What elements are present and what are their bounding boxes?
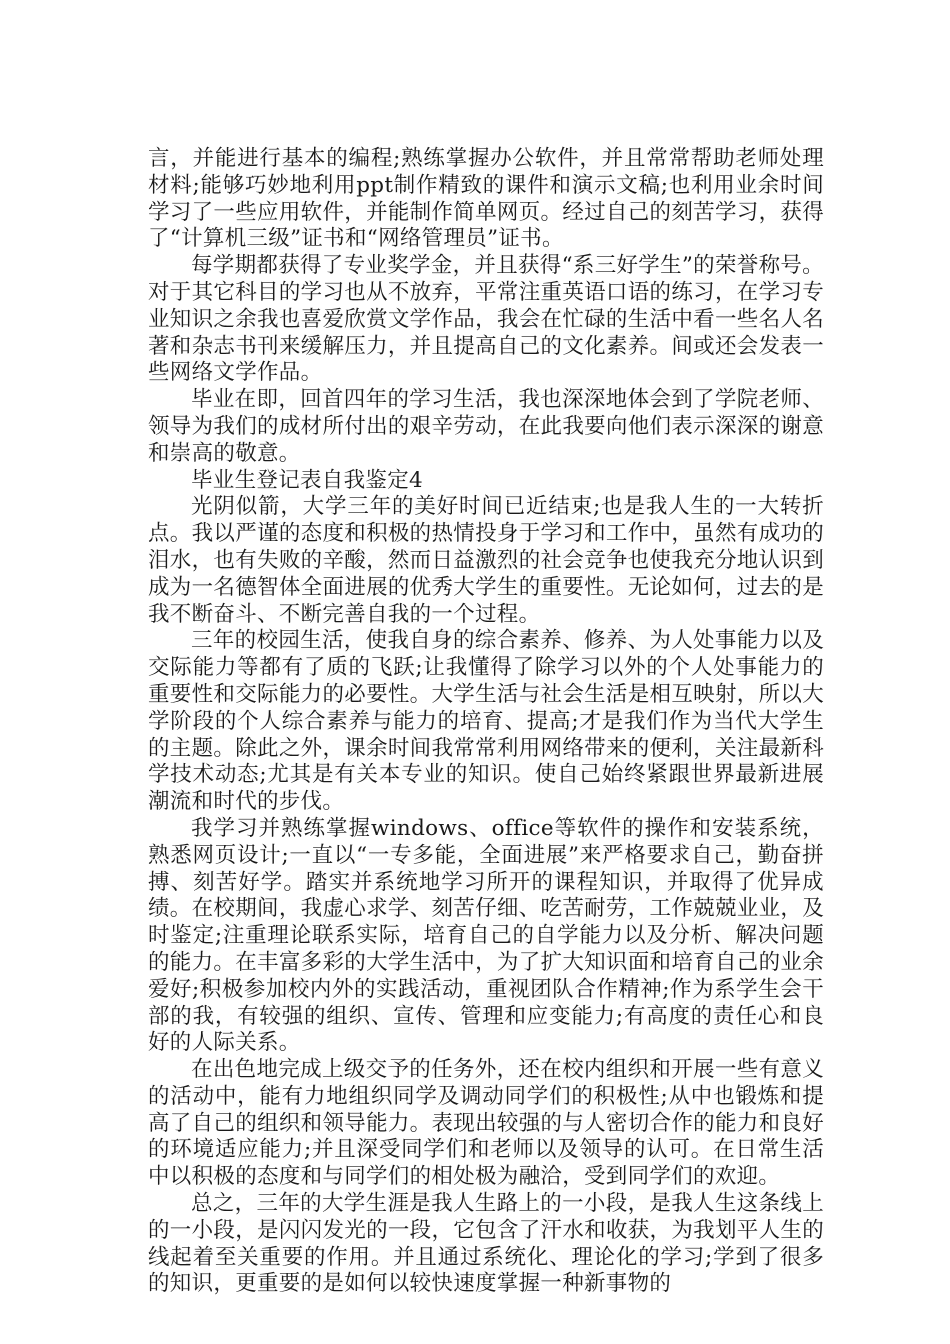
- paragraph-1: 言，并能进行基本的编程;熟练掌握办公软件，并且常常帮助老师处理材料;能够巧妙地利用ppt制作精致的课件和演示文稿;也利用业余时间学习了一些应用软件，并能制作简单网页。经过自己的刻苦学习，获得了“计算机三级”证书和“网络管理员”证书。: [148, 146, 824, 252]
- document-body: [148, 146, 824, 1298]
- paragraph-4: 光阴似箭，大学三年的美好时间已近结束;也是我人生的一大转折点。我以严谨的态度和积极的热情投身于学习和工作中，虽然有成功的泪水，也有失败的辛酸，然而日益激烈的社会竞争也使我充分地认识到成为一名德智体全面进展的优秀大学生的重要性。无论如何，过去的是我不断奋斗、不断完善自我的一个过程。: [148, 494, 824, 627]
- paragraph-2: 每学期都获得了专业奖学金，并且获得“系三好学生”的荣誉称号。对于其它科目的学习也从不放弃，平常注重英语口语的练习，在学习专业知识之余我也喜爱欣赏文学作品，我会在忙碌的生活中看一些名人名著和杂志书刊来缓解压力，并且提高自己的文化素养。间或还会发表一些网络文学作品。: [148, 253, 824, 386]
- paragraph-8: 总之，三年的大学生涯是我人生路上的一小段，是我人生这条线上的一小段，是闪闪发光的一段，它包含了汗水和收获，为我划平人生的线起着至关重要的作用。并且通过系统化、理论化的学习;学到了很多的知识，更重要的是如何以较快速度掌握一种新事物的: [148, 1191, 824, 1297]
- section-heading: 毕业生登记表自我鉴定4: [191, 467, 423, 493]
- paragraph-6: 我学习并熟练掌握windows、office等软件的操作和安装系统，熟悉网页设计;一直以“一专多能，全面进展”来严格要求自己，勤奋拼搏、刻苦好学。踏实并系统地学习所开的课程知识，并取得了优异成绩。在校期间，我虚心求学、刻苦仔细、吃苦耐劳，工作兢兢业业，及时鉴定;注重理论联系实际，培育自己的自学能力以及分析、解决问题的能力。在丰富多彩的大学生活中，为了扩大知识面和培育自己的业余爱好;积极参加校内外的实践活动，重视团队合作精神;作为系学生会干部的我，有较强的组织、宣传、管理和应变能力;有高度的责任心和良好的人际关系。: [148, 815, 824, 1056]
- paragraph-5: 三年的校园生活，使我自身的综合素养、修养、为人处事能力以及交际能力等都有了质的飞跃;让我懂得了除学习以外的个人处事能力的重要性和交际能力的必要性。大学生活与社会生活是相互映射，所以大学阶段的个人综合素养与能力的培育、提高;才是我们作为当代大学生的主题。除此之外，课余时间我常常利用网络带来的便利，关注最新科学技术动态;尤其是有关本专业的知识。使自己始终紧跟世界最新进展潮流和时代的步伐。: [148, 628, 824, 815]
- paragraph-3: 毕业在即，回首四年的学习生活，我也深深地体会到了学院老师、领导为我们的成材所付出的艰辛劳动，在此我要向他们表示深深的谢意和崇高的敬意。: [148, 387, 824, 466]
- paragraph-7: 在出色地完成上级交予的任务外，还在校内组织和开展一些有意义的活动中，能有力地组织同学及调动同学们的积极性;从中也锻炼和提高了自己的组织和领导能力。表现出较强的与人密切合作的能力和良好的环境适应能力;并且深受同学们和老师以及领导的认可。在日常生活中以积极的态度和与同学们的相处极为融洽，受到同学们的欢迎。: [148, 1057, 824, 1190]
